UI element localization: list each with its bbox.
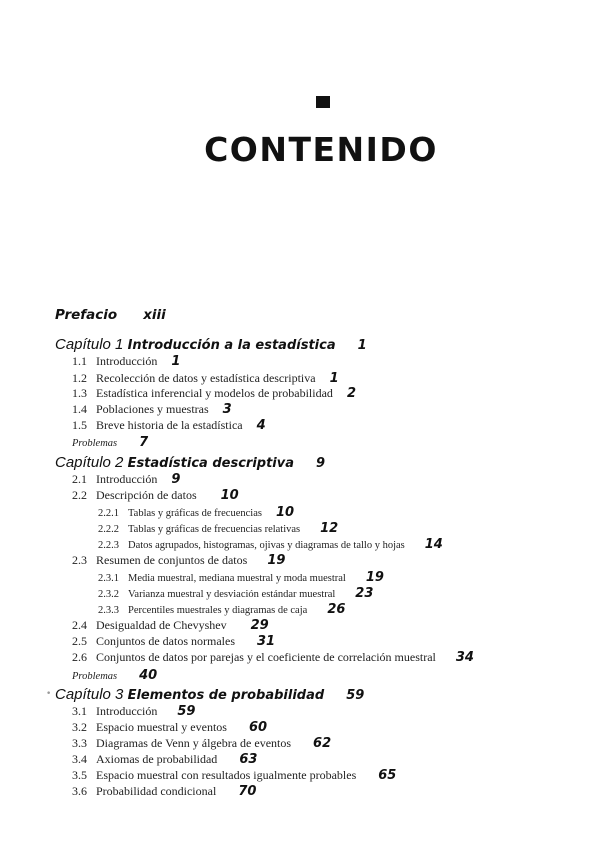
toc-section[interactable]: [72, 371, 339, 386]
section-title: Introducción: [96, 472, 158, 486]
subsection-number: 2.3.1: [98, 573, 119, 584]
chapter-title: Estadística descriptiva: [127, 456, 294, 471]
chapter-page: 59: [346, 688, 365, 703]
toc-section[interactable]: [72, 720, 267, 735]
section-page: 62: [313, 736, 332, 751]
toc-section[interactable]: [72, 752, 257, 767]
toc-subsection[interactable]: [98, 505, 294, 520]
toc-section[interactable]: [72, 354, 180, 369]
chapter-title: Elementos de probabilidad: [127, 688, 325, 703]
prefacio-label: Prefacio: [55, 307, 118, 323]
margin-bullet: •: [46, 689, 52, 699]
section-page: 9: [171, 472, 181, 487]
section-page: 1: [329, 371, 339, 386]
toc-subsection[interactable]: [98, 602, 345, 617]
subsection-title: Tablas y gráficas de frecuencias relativas: [128, 524, 301, 535]
section-page: 31: [256, 634, 276, 649]
toc-problemas[interactable]: [72, 666, 157, 684]
toc-section[interactable]: [72, 553, 285, 568]
section-title: Breve historia de la estadística: [96, 418, 243, 432]
subsection-page: 19: [365, 570, 384, 585]
section-number: 2.2: [72, 488, 87, 502]
subsection-page: 14: [424, 537, 443, 552]
section-number: 2.6: [72, 650, 87, 664]
section-number: 3.4: [72, 752, 87, 766]
section-number: 3.6: [72, 784, 87, 798]
section-title: Probabilidad condicional: [96, 784, 217, 798]
chapter-word: Capítulo: [55, 686, 111, 703]
toc-section[interactable]: [72, 704, 195, 719]
chapter-page: 9: [316, 456, 326, 471]
subsection-page: 12: [320, 521, 339, 536]
problemas-label: Problemas: [72, 671, 118, 682]
section-number: 1.2: [72, 371, 87, 385]
section-page: 4: [256, 418, 266, 433]
section-page: 3: [222, 402, 232, 417]
chapter-number: 3: [115, 686, 124, 703]
problemas-page: 7: [139, 435, 149, 450]
section-title: Espacio muestral con resultados igualmente probables: [96, 768, 357, 782]
chapter-title: Introducción a la estadística: [127, 338, 336, 353]
toc-section[interactable]: [72, 736, 331, 751]
section-number: 2.3: [72, 553, 87, 567]
section-title: Desigualdad de Chevyshev: [96, 618, 227, 632]
section-number: 3.3: [72, 736, 87, 750]
section-title: Estadística inferencial y modelos de probabilidad: [96, 386, 333, 400]
subsection-title: Tablas y gráficas de frecuencias: [128, 508, 262, 519]
section-number: 2.4: [72, 618, 87, 632]
section-number: 3.1: [72, 704, 87, 718]
toc-section[interactable]: [72, 402, 232, 417]
chapter-word: Capítulo: [55, 454, 111, 471]
section-number: 3.5: [72, 768, 87, 782]
section-title: Recolección de datos y estadística descriptiva: [96, 371, 316, 385]
section-page: 60: [248, 720, 268, 735]
subsection-number: 2.3.3: [98, 605, 119, 616]
toc-section[interactable]: [72, 618, 269, 633]
subsection-page: 10: [275, 505, 295, 520]
toc-subsection[interactable]: [98, 570, 384, 585]
section-title: Poblaciones y muestras: [96, 402, 209, 416]
section-number: 3.2: [72, 720, 87, 734]
subsection-title: Datos agrupados, histogramas, ojivas y diagramas de tallo y hojas: [128, 540, 405, 551]
toc-section[interactable]: [72, 418, 266, 433]
section-page: 59: [177, 704, 196, 719]
toc-chapter-3[interactable]: [55, 686, 364, 703]
toc-section[interactable]: [72, 488, 239, 503]
section-page: 1: [171, 354, 181, 369]
section-page: 19: [267, 553, 286, 568]
chapter-word: Capítulo: [55, 336, 111, 353]
section-page: 70: [238, 784, 257, 799]
section-number: 1.1: [72, 354, 87, 368]
section-number: 1.3: [72, 386, 87, 400]
problemas-page: 40: [139, 668, 158, 683]
subsection-number: 2.3.2: [98, 589, 119, 600]
problemas-label: Problemas: [72, 438, 118, 449]
section-number: 2.1: [72, 472, 87, 486]
toc-section[interactable]: [72, 768, 396, 783]
section-number: 1.4: [72, 402, 87, 416]
toc-subsection[interactable]: [98, 537, 443, 552]
section-title: Diagramas de Venn y álgebra de eventos: [96, 736, 292, 750]
section-number: 2.5: [72, 634, 87, 648]
toc-section[interactable]: [72, 634, 275, 649]
subsection-number: 2.2.2: [98, 524, 119, 535]
toc-section[interactable]: [72, 386, 356, 401]
subsection-number: 2.2.3: [98, 540, 119, 551]
subsection-number: 2.2.1: [98, 508, 119, 519]
subsection-title: Media muestral, mediana muestral y moda muestral: [128, 573, 346, 584]
page-title: CONTENIDO: [204, 130, 438, 169]
section-title: Descripción de datos: [96, 488, 197, 502]
toc-chapter-1[interactable]: [55, 336, 367, 353]
subsection-title: Percentiles muestrales y diagramas de caja: [128, 605, 308, 616]
section-title: Espacio muestral y eventos: [96, 720, 227, 734]
section-page: 29: [250, 618, 269, 633]
toc-subsection[interactable]: [98, 586, 373, 601]
subsection-title: Varianza muestral y desviación estándar muestral: [128, 589, 336, 600]
section-page: 63: [239, 752, 258, 767]
toc-subsection[interactable]: [98, 521, 338, 536]
section-title: Introducción: [96, 704, 158, 718]
section-title: Conjuntos de datos por parejas y el coeficiente de correlación muestral: [96, 650, 436, 664]
section-title: Conjuntos de datos normales: [96, 634, 235, 648]
subsection-page: 26: [327, 602, 346, 617]
section-page: 10: [220, 488, 239, 503]
toc-section[interactable]: [72, 472, 180, 487]
toc-section[interactable]: [72, 650, 474, 665]
section-page: 34: [455, 650, 474, 665]
subsection-page: 23: [355, 586, 374, 601]
section-number: 1.5: [72, 418, 87, 432]
section-title: Resumen de conjuntos de datos: [96, 553, 248, 567]
toc-prefacio[interactable]: [55, 306, 166, 324]
chapter-number: 2: [115, 454, 124, 471]
title-square-mark: [316, 96, 330, 108]
chapter-page: 1: [357, 338, 367, 353]
toc-problemas[interactable]: [72, 433, 148, 451]
section-page: 65: [378, 768, 397, 783]
prefacio-page: xiii: [143, 307, 166, 323]
chapter-number: 1: [115, 336, 124, 353]
section-title: Introducción: [96, 354, 158, 368]
toc-chapter-2[interactable]: [55, 454, 325, 471]
section-page: 2: [346, 386, 356, 401]
section-title: Axiomas de probabilidad: [96, 752, 218, 766]
toc-section[interactable]: [72, 784, 256, 799]
